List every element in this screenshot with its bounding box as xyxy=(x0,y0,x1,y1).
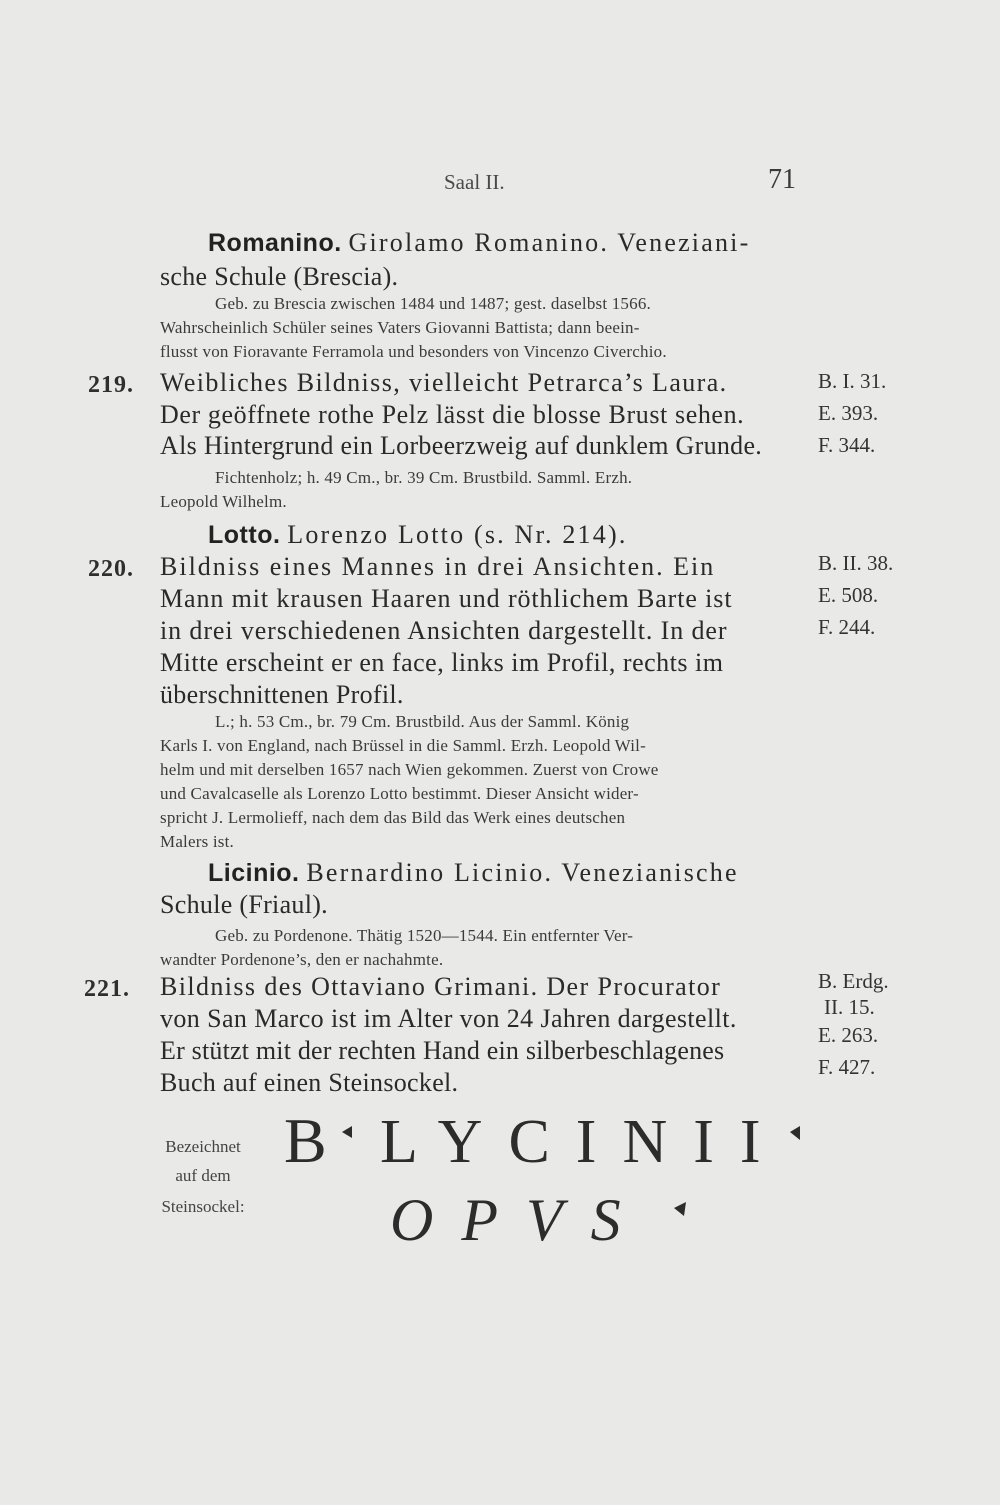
reference-number: B. I. 31. xyxy=(818,369,887,393)
artist-school: Schule (Friaul). xyxy=(160,890,328,919)
artist-name: Lotto. xyxy=(208,521,281,549)
artist-heading-lotto xyxy=(208,518,628,552)
inscription-letter-b: B xyxy=(284,1105,327,1176)
entry-text-line: Mitte erscheint er en face, links im Profil, rechts im xyxy=(160,648,724,677)
signature-inscription xyxy=(270,1100,830,1260)
reference-number: F. 427. xyxy=(818,1055,876,1079)
inscription-triangle xyxy=(790,1126,800,1140)
entry-text-line: überschnittenen Profil. xyxy=(160,680,404,709)
entry-note-line: helm und mit derselben 1657 nach Wien gekommen. Zuerst von Crowe xyxy=(160,760,659,779)
entry-note-line: spricht J. Lermolieff, nach dem das Bild das Werk eines deutschen xyxy=(160,808,626,827)
reference-number: B. II. 38. xyxy=(818,551,894,575)
inscription-triangle xyxy=(674,1202,686,1216)
artist-bio-line: Geb. zu Brescia zwischen 1484 und 1487; gest. daselbst 1566. xyxy=(215,294,651,313)
entry-text-line: von San Marco ist im Alter von 24 Jahren dargestellt. xyxy=(160,1004,737,1033)
entry-number: 221. xyxy=(84,976,130,1002)
entry-note-line: Leopold Wilhelm. xyxy=(160,492,287,511)
reference-number: II. 15. xyxy=(824,995,875,1019)
reference-number: E. 508. xyxy=(818,583,879,607)
signature-caption-line: auf dem xyxy=(175,1166,231,1185)
running-head: Saal II. xyxy=(444,170,505,194)
artist-heading-licinio xyxy=(208,856,739,890)
reference-number: F. 244. xyxy=(818,615,876,639)
artist-bio-line: Geb. zu Pordenone. Thätig 1520—1544. Ein entfernter Ver- xyxy=(215,926,634,945)
artist-school: sche Schule (Brescia). xyxy=(160,262,399,291)
artist-heading-romanino xyxy=(208,226,750,260)
page-number: 71 xyxy=(768,164,796,195)
reference-number: F. 344. xyxy=(818,433,876,457)
signature-caption-line: Steinsockel: xyxy=(161,1197,245,1216)
entry-note-line: L.; h. 53 Cm., br. 79 Cm. Brustbild. Aus der Samml. König xyxy=(215,712,630,731)
reference-number: B. Erdg. xyxy=(818,969,889,993)
entry-text-line: in drei verschiedenen Ansichten dargestellt. In der xyxy=(160,616,728,645)
reference-number: E. 263. xyxy=(818,1023,879,1047)
entry-title-line: Bildniss eines Mannes in drei Ansichten. Ein xyxy=(160,552,716,581)
artist-name: Romanino. xyxy=(208,229,342,257)
artist-fullname: Bernardino Licinio. Venezianische xyxy=(306,858,739,887)
entry-text-line: Der geöffnete rothe Pelz lässt die blosse Brust sehen. xyxy=(160,400,745,429)
entry-number: 219. xyxy=(88,372,134,398)
artist-bio-line: wandter Pordenone’s, den er nachahmte. xyxy=(160,950,444,969)
artist-name: Licinio. xyxy=(208,859,300,887)
entry-text-line: Er stützt mit der rechten Hand ein silberbeschlagenes xyxy=(160,1036,725,1065)
artist-bio-line: Wahrscheinlich Schüler seines Vaters Giovanni Battista; dann beein- xyxy=(160,318,640,337)
entry-title-line: Bildniss des Ottaviano Grimani. Der Procurator xyxy=(160,972,722,1001)
artist-fullname: Lorenzo Lotto (s. Nr. 214). xyxy=(287,520,628,549)
inscription-line-1-text: LYCINII xyxy=(380,1108,787,1176)
artist-bio-line: flusst von Fioravante Ferramola und besonders von Vincenzo Civerchio. xyxy=(160,342,667,361)
entry-text-line: Als Hintergrund ein Lorbeerzweig auf dunklem Grunde. xyxy=(160,431,763,460)
artist-fullname: Girolamo Romanino. Veneziani- xyxy=(348,228,751,257)
entry-title-line: Weibliches Bildniss, vielleicht Petrarca’s Laura. xyxy=(160,368,728,397)
entry-note-line: Fichtenholz; h. 49 Cm., br. 39 Cm. Brustbild. Samml. Erzh. xyxy=(215,468,633,487)
entry-number: 220. xyxy=(88,556,134,582)
reference-number: E. 393. xyxy=(818,401,879,425)
entry-text-line: Mann mit krausen Haaren und röthlichem Barte ist xyxy=(160,584,733,613)
entry-note-line: Karls I. von England, nach Brüssel in die Samml. Erzh. Leopold Wil- xyxy=(160,736,646,755)
inscription-triangle xyxy=(342,1126,352,1138)
entry-text-line: Buch auf einen Steinsockel. xyxy=(160,1068,459,1097)
inscription-line-2-text: OPVS xyxy=(390,1187,649,1253)
signature-caption-line: Bezeichnet xyxy=(165,1137,241,1156)
entry-note-line: und Cavalcaselle als Lorenzo Lotto bestimmt. Dieser Ansicht wider- xyxy=(160,784,639,803)
entry-note-line: Malers ist. xyxy=(160,832,234,851)
